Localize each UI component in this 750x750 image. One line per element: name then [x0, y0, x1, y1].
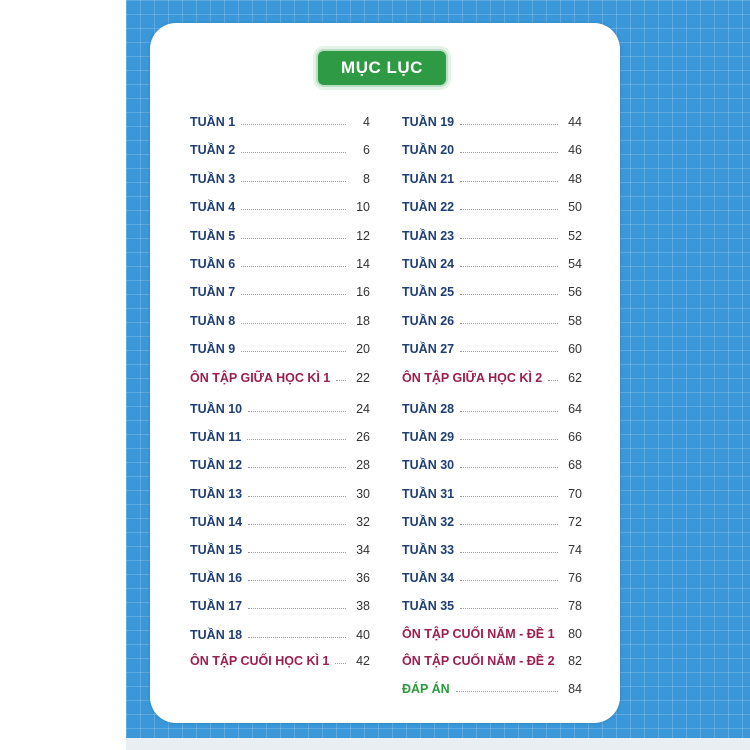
table-of-contents-page: [150, 23, 620, 723]
toc-entry-page-number: 48: [568, 171, 582, 186]
toc-entry-label: ÔN TẬP CUỐI NĂM - ĐỀ 1: [402, 627, 555, 641]
toc-entry-page-number: 54: [568, 257, 582, 271]
toc-entry: [402, 509, 582, 529]
toc-leader-dots: [335, 662, 346, 664]
toc-leader-dots: [248, 495, 346, 497]
toc-entry: [402, 137, 582, 157]
toc-entry-label: TUẦN 5: [190, 228, 236, 243]
toc-entry: [190, 223, 370, 243]
toc-entry: [190, 481, 370, 501]
toc-leader-dots: [241, 265, 346, 267]
toc-entry-label: TUẦN 33: [402, 543, 455, 557]
toc-entry-page-number: 46: [568, 143, 582, 158]
toc-entry-label: TUẦN 18: [190, 627, 243, 642]
toc-entry: [402, 481, 582, 501]
toc-leader-dots: [248, 466, 346, 468]
toc-entry-page-number: 78: [568, 599, 582, 614]
toc-entry-page-number: 22: [356, 371, 370, 385]
toc-leader-dots: [241, 293, 346, 295]
toc-entry-page-number: 24: [356, 402, 370, 416]
toc-entry-label: TUẦN 6: [190, 257, 236, 271]
toc-entry-label: TUẦN 11: [190, 430, 242, 445]
toc-entry: [402, 648, 582, 668]
toc-entry: [402, 365, 582, 385]
toc-leader-dots: [241, 123, 346, 125]
toc-leader-dots: [460, 495, 558, 497]
toc-entry: [190, 166, 370, 186]
toc-leader-dots: [460, 123, 558, 125]
toc-entry: [402, 109, 582, 129]
toc-entry-label: TUẦN 3: [190, 171, 236, 186]
toc-entry-label: TUẦN 29: [402, 430, 455, 445]
toc-entry: [402, 537, 582, 557]
toc-entry-page-number: 70: [568, 486, 582, 501]
toc-entry-page-number: 30: [356, 486, 370, 501]
toc-leader-dots: [460, 607, 558, 609]
toc-leader-dots: [248, 607, 346, 609]
toc-entry-label: TUẦN 24: [402, 257, 455, 271]
toc-leader-dots: [336, 379, 346, 381]
toc-entry-label: TUẦN 19: [402, 115, 455, 129]
toc-entry-label: TUẦN 34: [402, 571, 455, 586]
toc-entry-label: TUẦN 23: [402, 228, 455, 243]
toc-entry-page-number: 8: [363, 171, 370, 186]
toc-leader-dots: [460, 466, 558, 468]
toc-entry-label: TUẦN 17: [190, 599, 243, 614]
toc-leader-dots: [460, 180, 558, 182]
toc-entry-page-number: 64: [568, 402, 582, 416]
toc-entry-page-number: 34: [356, 543, 370, 557]
toc-entry-page-number: 52: [568, 228, 582, 243]
toc-leader-dots: [460, 579, 558, 581]
toc-entry-page-number: 16: [356, 285, 370, 300]
toc-entry-page-number: 4: [363, 115, 370, 129]
toc-leader-dots: [460, 322, 558, 324]
toc-entry-label: TUẦN 32: [402, 514, 455, 529]
toc-entry-page-number: 18: [356, 313, 370, 328]
toc-entry-label: ÔN TẬP CUỐI HỌC KÌ 1: [190, 654, 330, 668]
toc-entry-page-number: 10: [356, 200, 370, 215]
toc-entry-label: TUẦN 28: [402, 402, 455, 416]
toc-entry: [190, 537, 370, 557]
toc-entry: [402, 621, 582, 641]
toc-entry: [190, 622, 370, 642]
toc-leader-dots: [241, 350, 346, 352]
toc-entry-label: TUẦN 26: [402, 313, 455, 328]
toc-entry-page-number: 66: [568, 430, 582, 445]
toc-entry-page-number: 32: [356, 514, 370, 529]
toc-leader-dots: [247, 438, 346, 440]
toc-entry: [190, 279, 370, 299]
toc-leader-dots: [460, 350, 558, 352]
toc-entry: [190, 251, 370, 271]
toc-entry: [402, 251, 582, 271]
toc-entry: [190, 509, 370, 529]
toc-entry-page-number: 6: [363, 143, 370, 158]
toc-entry-page-number: 68: [568, 458, 582, 473]
toc-leader-dots: [460, 265, 558, 267]
toc-entry-page-number: 12: [356, 228, 370, 243]
toc-leader-dots: [241, 322, 346, 324]
toc-leader-dots: [548, 379, 558, 381]
toc-leader-dots: [241, 237, 346, 239]
toc-entry: [190, 137, 370, 157]
toc-leader-dots: [248, 523, 346, 525]
toc-entry-label: TUẦN 2: [190, 143, 236, 158]
toc-entry-label: TUẦN 35: [402, 599, 455, 614]
toc-leader-dots: [248, 579, 346, 581]
toc-entry-label: TUẦN 10: [190, 402, 243, 416]
toc-entry: [190, 365, 370, 385]
toc-entry: [190, 593, 370, 613]
toc-entry-page-number: 76: [568, 571, 582, 586]
toc-entry-page-number: 74: [568, 543, 582, 557]
toc-entry: [402, 194, 582, 214]
toc-entry-label: TUẦN 16: [190, 571, 243, 586]
toc-leader-dots: [248, 410, 346, 412]
toc-entry-label: TUẦN 7: [190, 285, 236, 300]
toc-entry-label: TUẦN 13: [190, 486, 243, 501]
toc-entry: [402, 424, 582, 444]
toc-entry-page-number: 38: [356, 599, 370, 614]
toc-entry-label: TUẦN 21: [402, 171, 455, 186]
toc-entry: [402, 223, 582, 243]
toc-entry-page-number: 20: [356, 342, 370, 357]
toc-entry-page-number: 42: [356, 654, 370, 668]
toc-leader-dots: [241, 208, 346, 210]
toc-entry-page-number: 14: [356, 257, 370, 271]
toc-leader-dots: [248, 636, 346, 638]
toc-entry: [402, 308, 582, 328]
toc-entry-page-number: 60: [568, 342, 582, 357]
toc-leader-dots: [460, 523, 558, 525]
toc-leader-dots: [241, 151, 346, 153]
toc-entry: [190, 308, 370, 328]
toc-entry: [190, 648, 370, 668]
toc-leader-dots: [460, 293, 558, 295]
toc-entry-label: TUẦN 1: [190, 115, 236, 129]
toc-leader-dots: [460, 237, 558, 239]
toc-entry: [402, 166, 582, 186]
toc-entry: [190, 565, 370, 585]
toc-entry-label: TUẦN 14: [190, 514, 243, 529]
toc-leader-dots: [241, 180, 346, 182]
toc-entry-page-number: 62: [568, 371, 582, 385]
toc-entry-label: TUẦN 27: [402, 342, 455, 357]
toc-leader-dots: [460, 410, 558, 412]
toc-entry-page-number: 40: [356, 627, 370, 642]
toc-entry-label: ÔN TẬP CUỐI NĂM - ĐỀ 2: [402, 654, 555, 668]
book-cover-edge: [126, 738, 750, 750]
toc-entry-label: ĐÁP ÁN: [402, 682, 450, 696]
toc-entry-label: TUẦN 4: [190, 200, 236, 215]
toc-entry-page-number: 50: [568, 200, 582, 215]
toc-entry-label: TUẦN 25: [402, 285, 455, 300]
toc-entry-label: TUẦN 8: [190, 313, 236, 328]
toc-entry: [402, 279, 582, 299]
toc-entry: [190, 194, 370, 214]
toc-leader-dots: [248, 551, 346, 553]
page-title: MỤC LỤC: [316, 49, 448, 87]
toc-entry: [190, 396, 370, 416]
toc-entry-page-number: 28: [356, 458, 370, 473]
toc-entry-label: TUẦN 20: [402, 143, 455, 158]
toc-entry: [402, 593, 582, 613]
toc-entry-label: TUẦN 15: [190, 543, 243, 557]
toc-entry-page-number: 56: [568, 285, 582, 300]
toc-entry-page-number: 26: [356, 430, 370, 445]
toc-entry-label: TUẦN 30: [402, 458, 455, 473]
toc-entry: [402, 396, 582, 416]
toc-entry-page-number: 44: [568, 115, 582, 129]
toc-entry-label: ÔN TẬP GIỮA HỌC KÌ 2: [402, 371, 543, 385]
toc-entry: [402, 676, 582, 696]
toc-entry-label: TUẦN 9: [190, 342, 236, 357]
toc-entry: [402, 452, 582, 472]
toc-entry: [190, 336, 370, 356]
toc-entry: [190, 452, 370, 472]
toc-leader-dots: [460, 551, 558, 553]
toc-entry-label: TUẦN 22: [402, 200, 455, 215]
toc-entry-label: TUẦN 31: [402, 486, 455, 501]
toc-entry-label: TUẦN 12: [190, 458, 243, 473]
toc-entry: [402, 565, 582, 585]
toc-leader-dots: [460, 151, 558, 153]
toc-entry: [190, 109, 370, 129]
toc-entry-page-number: 80: [568, 627, 582, 641]
toc-entry-page-number: 84: [568, 682, 582, 696]
toc-leader-dots: [460, 208, 558, 210]
toc-entry-label: ÔN TẬP GIỮA HỌC KÌ 1: [190, 371, 331, 385]
toc-entry: [402, 336, 582, 356]
toc-entry-page-number: 82: [568, 654, 582, 668]
toc-entry-page-number: 36: [356, 571, 370, 586]
toc-entry-page-number: 72: [568, 514, 582, 529]
toc-leader-dots: [456, 690, 558, 692]
toc-entry: [190, 424, 370, 444]
toc-entry-page-number: 58: [568, 313, 582, 328]
toc-leader-dots: [460, 438, 558, 440]
